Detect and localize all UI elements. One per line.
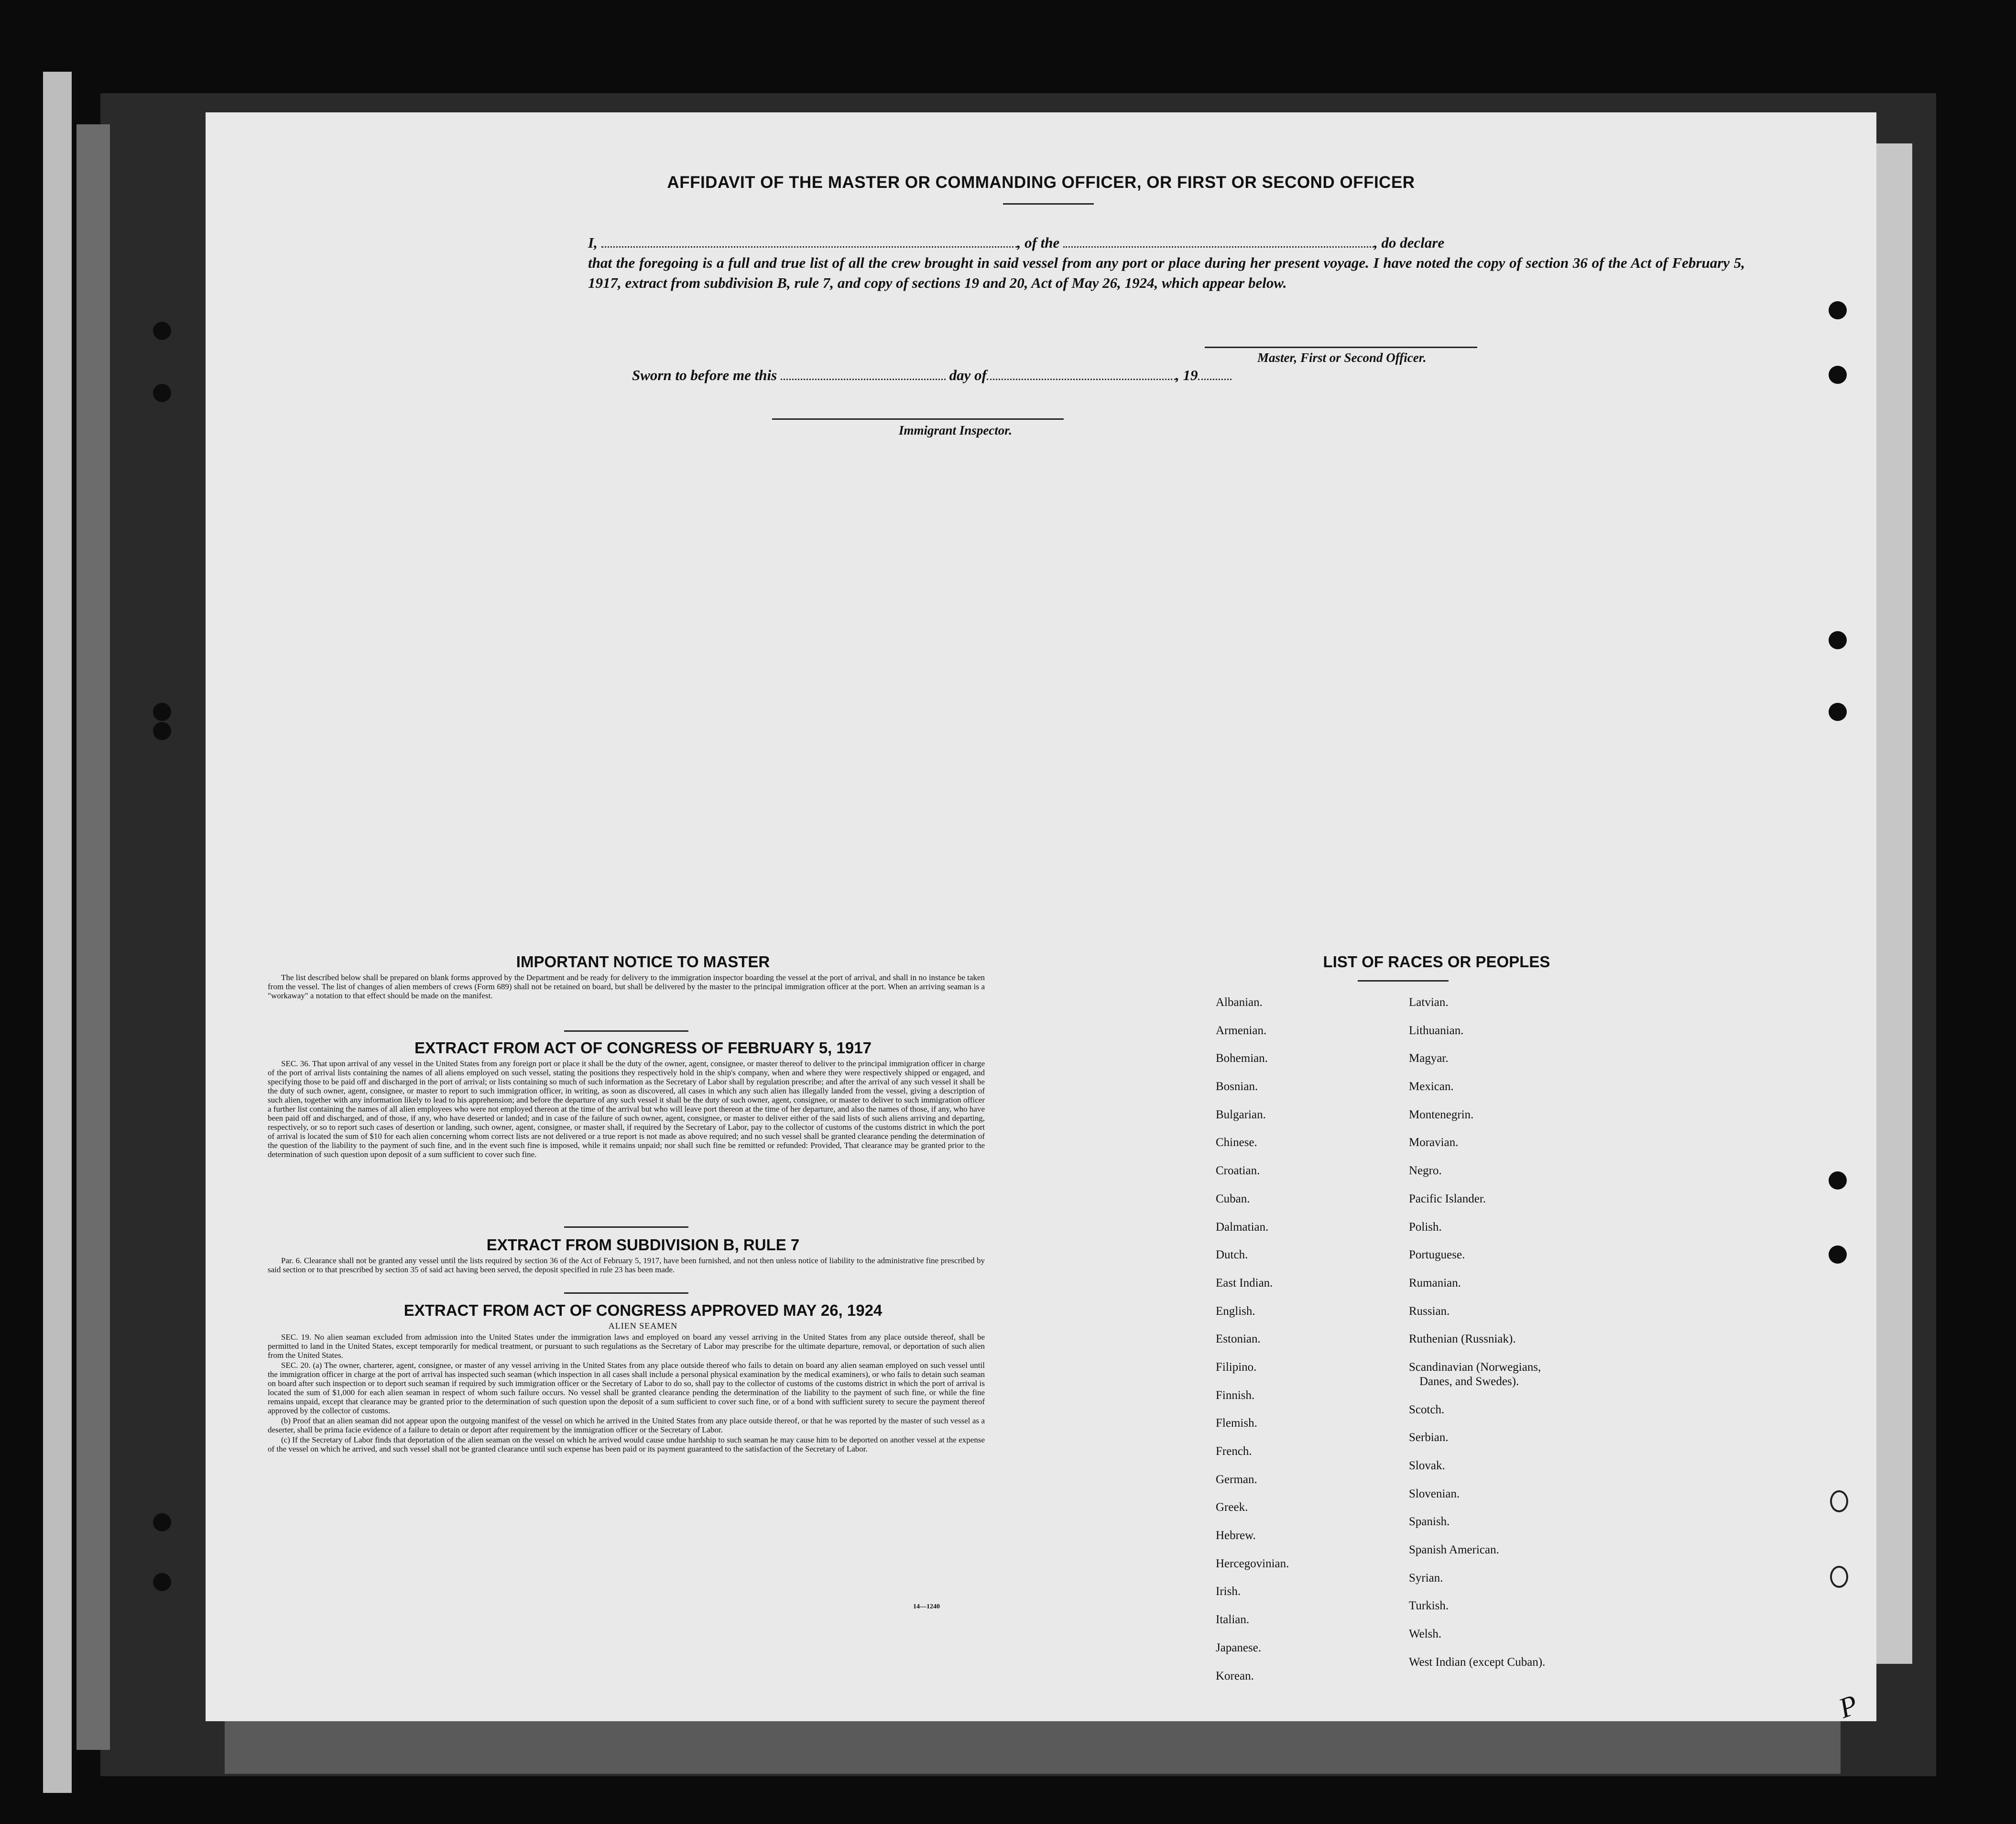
races-title: LIST OF RACES OR PEOPLES: [1323, 953, 1550, 971]
race-item: Cuban.: [1216, 1192, 1250, 1205]
race-item: Danes, and Swedes).: [1419, 1375, 1519, 1388]
punch-hole-icon: [153, 1513, 171, 1531]
race-item: Scotch.: [1409, 1403, 1445, 1416]
subdivision-b-title: EXTRACT FROM SUBDIVISION B, RULE 7: [486, 1236, 800, 1254]
vessel-name-field[interactable]: [1063, 235, 1374, 248]
race-item: Polish.: [1409, 1220, 1442, 1234]
punch-hole-icon: [153, 322, 171, 340]
section-divider: [564, 1226, 688, 1228]
race-item: East Indian.: [1216, 1276, 1273, 1289]
race-item: Rumanian.: [1409, 1276, 1461, 1289]
race-item: Slovak.: [1409, 1459, 1445, 1472]
scanner-edge-strip: [76, 124, 110, 1750]
race-item: Negro.: [1409, 1164, 1442, 1178]
subdivision-b-paragraph: Par. 6. Clearance shall not be granted any vessel until the lists required by section 36 of the Act of February 5, 1917, have been furnished, and not then unless notice of liability to the administrative fine prescribed by said section or to that prescribed by section 35 of said act having been served, the deposit specified in rule 23 has been made.: [268, 1256, 985, 1274]
race-item: Turkish.: [1409, 1599, 1449, 1613]
act-1917-paragraph: SEC. 36. That upon arrival of any vessel in the United States from any foreign port or place it shall be the duty of the owner, agent, consignee, or master thereof to deliver to the principal immigration officer in charge of the port of arrival lists containing the names of all aliens employed on such vessel, stating the positions they respectively hold in the ship's company, when and where they were respectively shipped or engaged, and specifying those to be paid off and discharged in the port of arrival; or lists containing so much of such information as the Secretary of Labor shall by regulation prescribe; and after the arrival of any such vessel it shall be the duty of such owner, agent, consignee, or master to report to such immigration officer, in writing, as soon as discovered, all cases in which any such alien has illegally landed from the vessel, giving a description of such alien, together with any information likely to lead to his apprehension; and before the departure of any such vessel it shall be the duty of such owner, agent, consignee, or master to deliver to such immigration officer a further list containing the names of all alien employees who were not employed thereon at the time of the arrival but who will leave port thereon at the time of her departure, and also the names of those, if any, who have been paid off and discharged, and of those, if any, who have deserted or landed; and in case of the failure of such owner, agent, consignee, or master to deliver either of the said lists of such aliens arriving and departing, respectively, or so to report such cases of desertion or landing, such owner, agent, consignee, or master shall, if required by the Secretary of Labor, pay to the collector of customs of the customs district in which the port of arrival is located the sum of $10 for each alien concerning whom correct lists are not delivered or a true report is not made as above required; and no such vessel shall be granted clearance pending the determination of the question of the liability to the payment of such fine, and in the event such fine is imposed, while it remains unpaid; nor shall such fine be remitted or refunded: Provided, That clearance may be granted prior to the determination of such question upon deposit of a sum sufficient to cover such fine.: [268, 1059, 985, 1159]
race-item: Hebrew.: [1216, 1529, 1256, 1542]
race-item: Bulgarian.: [1216, 1108, 1266, 1121]
act-1924-title: EXTRACT FROM ACT OF CONGRESS APPROVED MAY 26, 1924: [403, 1301, 883, 1319]
punch-ring-icon: [1830, 1490, 1848, 1512]
section-divider: [564, 1030, 688, 1032]
race-item: French.: [1216, 1445, 1252, 1458]
punch-hole-icon: [153, 703, 171, 721]
notice-paragraph: The list described below shall be prepared on blank forms approved by the Department and be ready for delivery to the immigration inspector boarding the vessel at the port of arrival, and shall in no instance be taken from the vessel. The list of changes of alien members of crews (Form 689) shall not be retained on board, but shall be delivered by the master to the principal immigration officer at the port. When an arriving seaman is a "workaway" a notation to that effect should be made on the manifest.: [268, 973, 985, 1000]
affidavit-statement: that the foregoing is a full and true list of all the crew brought in said vessel from any port or place during her present voyage. I have noted the copy of section 36 of the Act of February 5, 1917, extract from subdivision B, rule 7, and copy of sections 19 and 20, Act of May 26, 1924, which appear below.: [588, 254, 1745, 291]
race-item: Montenegrin.: [1409, 1108, 1474, 1121]
races-divider: [1358, 980, 1449, 982]
affidavit-title: AFFIDAVIT OF THE MASTER OR COMMANDING OFFICER, OR FIRST OR SECOND OFFICER: [667, 173, 1415, 192]
race-item: Chinese.: [1216, 1136, 1257, 1149]
sworn-year-field[interactable]: [1198, 368, 1231, 380]
punch-hole-icon: [1829, 1171, 1847, 1190]
race-item: English.: [1216, 1304, 1255, 1318]
master-signature-line[interactable]: [1205, 347, 1477, 348]
sworn-month-field[interactable]: [987, 368, 1176, 380]
declarant-prefix: I,: [588, 234, 598, 251]
do-declare-label: , do declare: [1374, 234, 1445, 251]
alien-seamen-subtitle: ALIEN SEAMEN: [608, 1321, 678, 1331]
punch-hole-icon: [153, 384, 171, 402]
form-number: 14—1240: [913, 1603, 940, 1610]
sworn-statement: [632, 367, 1231, 384]
act-1917-title: EXTRACT FROM ACT OF CONGRESS OF FEBRUARY 5, 1917: [414, 1039, 872, 1057]
punch-hole-icon: [153, 722, 171, 740]
act-1917-body: [268, 1059, 985, 1160]
act-1924-body: [268, 1333, 985, 1454]
race-item: Japanese.: [1216, 1641, 1262, 1654]
race-item: Magyar.: [1409, 1052, 1449, 1065]
sec19-paragraph: SEC. 19. No alien seaman excluded from admission into the United States under the immigration laws and employed on board any vessel arriving in the United States from any place outside thereof, shall be permitted to land in the United States, except temporarily for medical treatment, or pursuant to such regulations as the Secretary of Labor may prescribe for the ultimate departure, removal, or deportation of such alien from the United States.: [268, 1333, 985, 1360]
race-item: Pacific Islander.: [1409, 1192, 1486, 1205]
inspector-signature-line[interactable]: [772, 418, 1064, 420]
handwritten-mark: P: [1834, 1688, 1862, 1725]
sworn-day-of-label: day of: [949, 367, 987, 383]
punch-hole-icon: [1829, 1245, 1847, 1264]
race-item: Irish.: [1216, 1585, 1241, 1598]
races-list-left: [1216, 995, 1388, 1697]
race-item: Dutch.: [1216, 1248, 1248, 1262]
punch-ring-icon: [1830, 1566, 1848, 1588]
scanner-bottom-strip: [225, 1716, 1841, 1774]
race-item: Spanish American.: [1409, 1543, 1499, 1557]
race-item: Portuguese.: [1409, 1248, 1465, 1262]
sec20b-paragraph: (b) Proof that an alien seaman did not appear upon the outgoing manifest of the vessel on which he arrived in the United States from any place outside thereof, or that he was reported by the master of such vessel as a deserter, shall be prima facie evidence of a failure to detain or deport after requirement by the immigration officer or the Secretary of Labor.: [268, 1416, 985, 1434]
punch-hole-icon: [1829, 301, 1847, 319]
race-item: Croatian.: [1216, 1164, 1260, 1178]
section-divider: [564, 1292, 688, 1294]
race-item: Greek.: [1216, 1501, 1248, 1514]
race-item: Hercegovinian.: [1216, 1557, 1289, 1570]
punch-hole-icon: [1829, 366, 1847, 384]
race-item: Bohemian.: [1216, 1052, 1268, 1065]
race-item: Ruthenian (Russniak).: [1409, 1333, 1516, 1346]
race-item: Finnish.: [1216, 1388, 1255, 1402]
declarant-name-field[interactable]: [601, 235, 1017, 248]
master-signature-label: Master, First or Second Officer.: [1257, 350, 1427, 365]
race-item: Armenian.: [1216, 1024, 1267, 1037]
inspector-signature-label: Immigrant Inspector.: [899, 423, 1013, 437]
notice-title: IMPORTANT NOTICE TO MASTER: [516, 953, 770, 971]
notice-body: [268, 973, 985, 1001]
race-item: Dalmatian.: [1216, 1220, 1269, 1234]
sworn-day-field[interactable]: [781, 368, 946, 380]
sworn-prefix: Sworn to before me this: [632, 367, 777, 383]
race-item: Slovenian.: [1409, 1487, 1460, 1500]
race-item: Spanish.: [1409, 1515, 1450, 1529]
race-item: Latvian.: [1409, 996, 1449, 1009]
race-item: Mexican.: [1409, 1080, 1454, 1093]
race-item: German.: [1216, 1473, 1257, 1486]
race-item: Italian.: [1216, 1613, 1250, 1627]
title-divider: [1003, 203, 1094, 205]
sec20c-paragraph: (c) If the Secretary of Labor finds that deportation of the alien seaman on the vessel on which he arrived would cause undue hardship to such seaman he may cause him to be deported on another vessel at the expense of the vessel on which he arrived, and such vessel shall not be granted clearance until such expense has been paid or its payment guaranteed to the satisfaction of the Secretary of Labor.: [268, 1435, 985, 1453]
race-item: Filipino.: [1216, 1360, 1257, 1374]
race-item: Flemish.: [1216, 1417, 1257, 1430]
punch-hole-icon: [1829, 703, 1847, 721]
punch-hole-icon: [1829, 631, 1847, 649]
scanner-edge-strip: [43, 72, 72, 1793]
race-item: Russian.: [1409, 1304, 1450, 1318]
race-item: Albanian.: [1216, 996, 1263, 1009]
affidavit-body: [588, 233, 1745, 293]
punch-hole-icon: [153, 1573, 171, 1591]
race-item: Welsh.: [1409, 1627, 1442, 1641]
race-item: Moravian.: [1409, 1136, 1459, 1149]
document-page: [206, 112, 1876, 1725]
race-item: Korean.: [1216, 1669, 1254, 1682]
race-item: Lithuanian.: [1409, 1024, 1464, 1037]
of-the-label: , of the: [1017, 234, 1060, 251]
race-item: Syrian.: [1409, 1571, 1443, 1584]
race-item: Bosnian.: [1216, 1080, 1258, 1093]
sworn-year-label: , 19: [1176, 367, 1198, 383]
race-item: West Indian (except Cuban).: [1409, 1655, 1546, 1669]
race-item: Scandinavian (Norwegians,: [1409, 1360, 1541, 1374]
sec20a-paragraph: SEC. 20. (a) The owner, charterer, agent, consignee, or master of any vessel arriving in the United States from any place outside thereof who fails to detain on board any alien seaman employed on such vessel until the immigration officer in charge at the port of arrival has inspected such seaman (which inspection in all cases shall include a personal physical examination by the medical examiners), or who fails to detain such seaman on board after such inspection or to deport such seaman if required by such immigration officer or the Secretary of Labor to do so, shall pay to the collector of customs of the customs district in which the port of arrival is located the sum of $1,000 for each alien seaman in respect of whom such failure occurs. No vessel shall be granted clearance pending the determination of the liability to the payment of such fine, or while the fine remains unpaid, except that clearance may be granted prior to the determination of such question upon the deposit of a sum sufficient to cover such fine, or of a bond with sufficient surety to secure the payment thereof approved by the collector of customs.: [268, 1361, 985, 1415]
races-list-right: [1409, 995, 1648, 1683]
race-item: Estonian.: [1216, 1333, 1261, 1346]
affidavit-declaration-line: [588, 233, 1745, 253]
race-item: Serbian.: [1409, 1431, 1449, 1444]
subdivision-b-body: [268, 1256, 985, 1275]
